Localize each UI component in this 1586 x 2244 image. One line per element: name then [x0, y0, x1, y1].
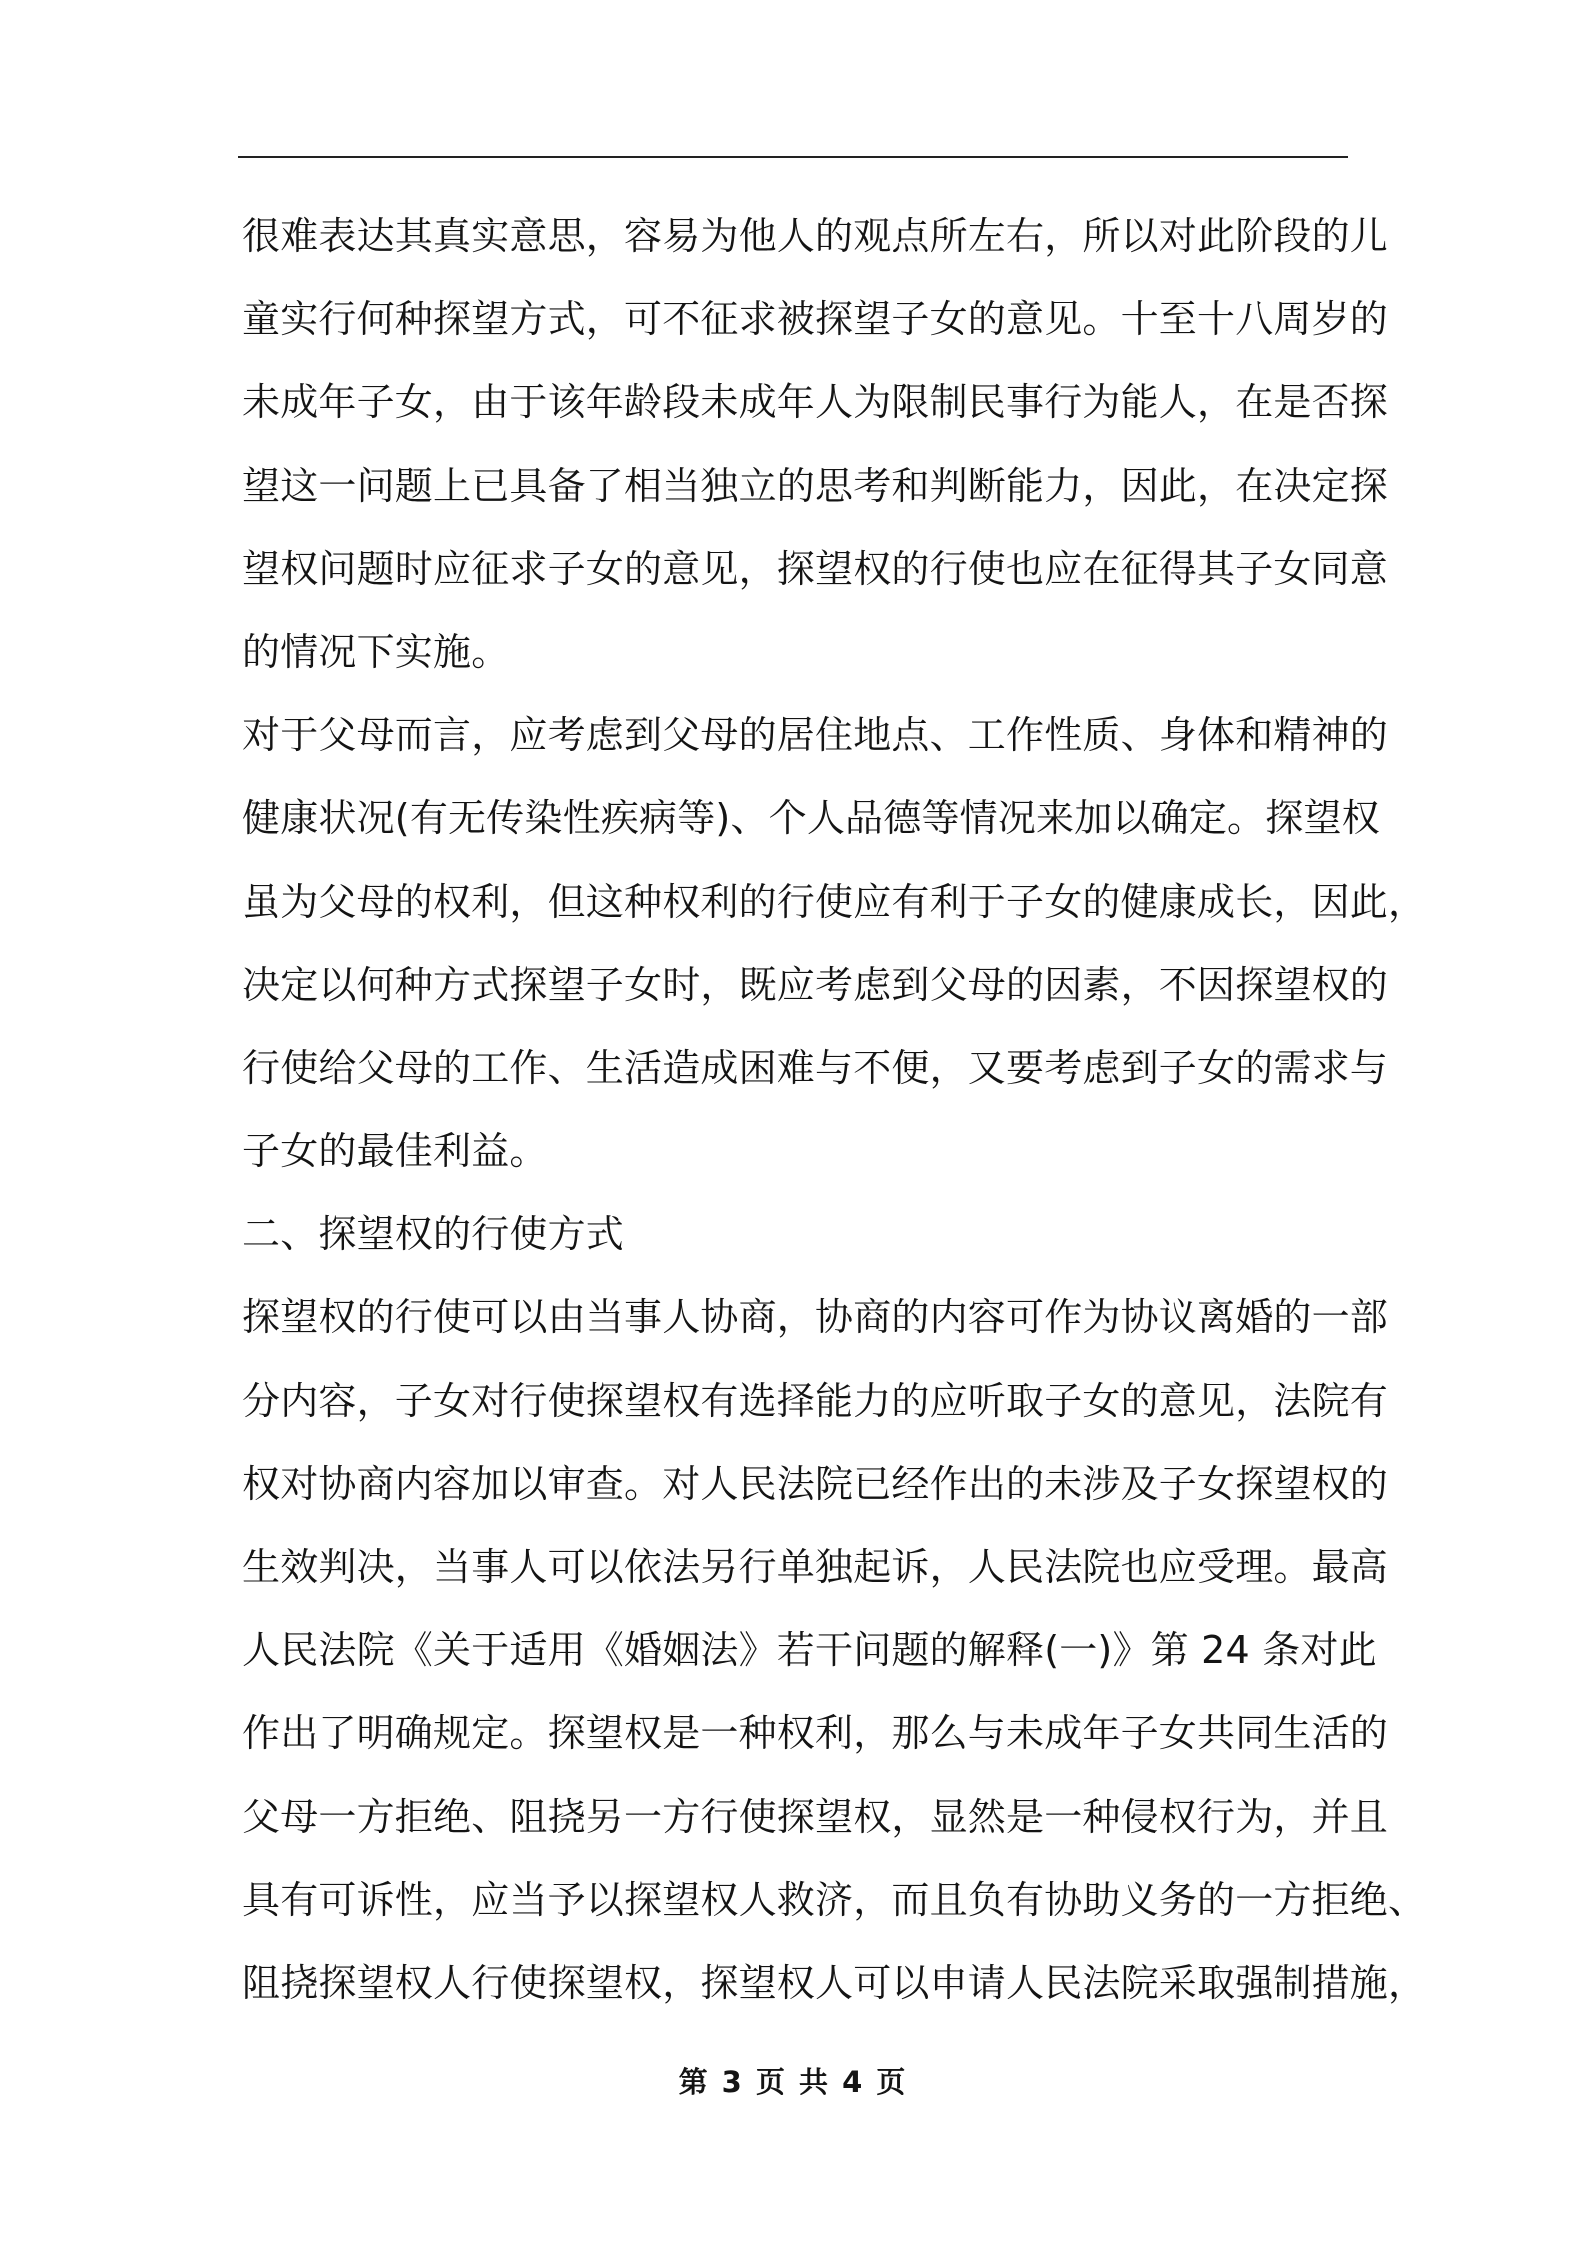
text-line: 阻挠探望权人行使探望权，探望权人可以申请人民法院采取强制措施， [242, 1960, 1427, 2005]
text-line: 对于父母而言，应考虑到父母的居住地点、工作性质、身体和精神的 [242, 713, 1389, 758]
text-line: 子女的最佳利益。 [242, 1129, 548, 1174]
text-line: 分内容，子女对行使探望权有选择能力的应听取子女的意见，法院有 [242, 1378, 1389, 1423]
document-body [242, 195, 1427, 2025]
section-heading: 二、探望权的行使方式 [242, 1212, 625, 1257]
page-footer: 第 3 页 共 4 页 [678, 2065, 908, 2099]
text-line: 生效判决，当事人可以依法另行单独起诉，人民法院也应受理。最高 [242, 1545, 1389, 1589]
text-line: 具有可诉性，应当予以探望权人救济，而且负有协助义务的一方拒绝、 [242, 1877, 1427, 1922]
text-line: 父母一方拒绝、阻挠另一方行使探望权，显然是一种侵权行为，并且 [242, 1794, 1389, 1839]
text-line: 权对协商内容加以审查。对人民法院已经作出的未涉及子女探望权的 [242, 1461, 1389, 1506]
header-rule [238, 156, 1348, 158]
text-line: 童实行何种探望方式，可不征求被探望子女的意见。十至十八周岁的 [242, 297, 1389, 342]
text-line: 望这一问题上已具备了相当独立的思考和判断能力，因此，在决定探 [242, 463, 1389, 508]
text-line: 很难表达其真实意思，容易为他人的观点所左右，所以对此阶段的儿 [242, 214, 1389, 258]
text-line: 虽为父母的权利，但这种权利的行使应有利于子女的健康成长，因此， [242, 879, 1427, 924]
text-line: 探望权的行使可以由当事人协商，协商的内容可作为协议离婚的一部 [242, 1295, 1389, 1340]
text-line: 的情况下实施。 [242, 629, 510, 674]
text-line: 望权问题时应征求子女的意见，探望权的行使也应在征得其子女同意 [242, 546, 1389, 591]
text-line: 健康状况(有无传染性疾病等)、个人品德等情况来加以确定。探望权 [242, 796, 1380, 841]
text-line: 行使给父母的工作、生活造成困难与不便，又要考虑到子女的需求与 [242, 1045, 1389, 1090]
text-line: 人民法院《关于适用《婚姻法》若干问题的解释(一)》第 24 条对此 [242, 1628, 1377, 1673]
text-line: 未成年子女，由于该年龄段未成年人为限制民事行为能人，在是否探 [242, 380, 1389, 425]
text-line: 作出了明确规定。探望权是一种权利，那么与未成年子女共同生活的 [242, 1711, 1389, 1756]
text-line: 决定以何种方式探望子女时，既应考虑到父母的因素，不因探望权的 [242, 962, 1389, 1007]
